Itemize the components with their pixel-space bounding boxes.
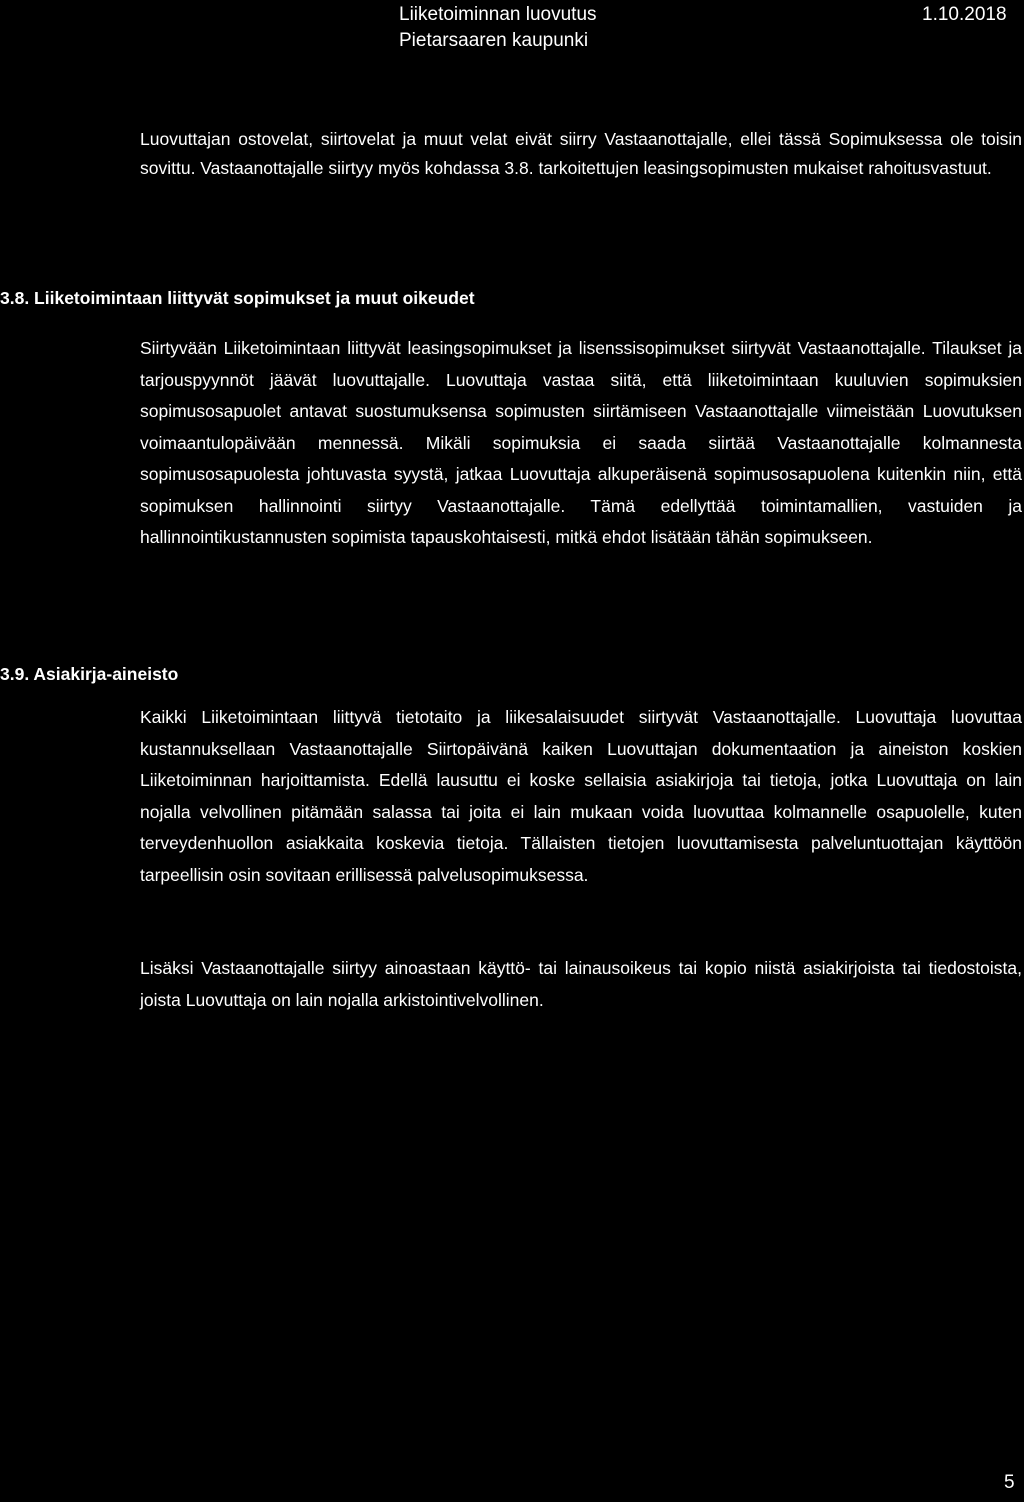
section-3-9-paragraph-1: Kaikki Liiketoimintaan liittyvä tietotaito ja liikesalaisuudet siirtyvät Vastaanottajalle. Luovuttaja luovuttaa kustannuksellaan Vastaanottajalle Siirtopäivänä kaiken Luovuttajan dokumentaation ja aineiston koskien Liiketoiminnan harjoittamista. Edellä lausuttu ei koske sellaisia asiakirjoja tai tietoja, jotka Luovuttaja on lain nojalla velvollinen pitämään salassa tai joita ei lain mukaan voida luovuttaa kolmannelle osapuolelle, kuten terveydenhuollon asiakkaita koskevia tietoja. Tällaisten tietojen luovuttamisesta palveluntuottajan käyttöön tarpeellisin osin sovitaan erillisessä palvelusopimuksessa. <box>140 707 1022 885</box>
section-3-8-heading: 3.8. Liiketoimintaan liittyvät sopimukset ja muut oikeudet <box>0 288 475 308</box>
document-subtitle-city: Pietarsaaren kaupunki <box>399 30 589 51</box>
section-3-8-paragraph: Siirtyvään Liiketoimintaan liittyvät leasingsopimukset ja lisenssisopimukset siirtyvät Vastaanottajalle. Tilaukset ja tarjouspyynnöt jäävät luovuttajalle. Luovuttaja vastaa siitä, että liiketoimintaan kuuluvien sopimuksien sopimusosapuolet antavat suostumuksensa sopimusten siirtämiseen Vastaanottajalle viimeistään Luovutuksen voimaantulopäivään mennessä. Mikäli sopimuksia ei saada siirtää Vastaanottajalle kolmannesta sopimusosapuolesta johtuvasta syystä, jatkaa Luovuttaja alkuperäisenä sopimusosapuolena kuitenkin niin, että sopimuksen hallinnointi siirtyy Vastaanottajalle. Tämä edellyttää toimintamallien, vastuiden ja hallinnointikustannusten sopimista tapauskohtaisesti, mitkä ehdot lisätään tähän sopimukseen. <box>140 338 1022 547</box>
document-title: Liiketoiminnan luovutus <box>399 4 597 25</box>
section-3-9-paragraph-2: Lisäksi Vastaanottajalle siirtyy ainoastaan käyttö- tai lainausoikeus tai kopio niistä asiakirjoista tai tiedostoista, joista Luovuttaja on lain nojalla arkistointivelvollinen. <box>140 958 1022 1010</box>
document-date: 1.10.2018 <box>922 4 1007 25</box>
page-number: 5 <box>1004 1472 1015 1493</box>
section-3-9-heading: 3.9. Asiakirja-aineisto <box>0 664 179 684</box>
intro-paragraph: Luovuttajan ostovelat, siirtovelat ja muut velat eivät siirry Vastaanottajalle, ellei tässä Sopimuksessa ole toisin sovittu. Vastaanottajalle siirtyy myös kohdassa 3.8. tarkoitettujen leasingsopimusten mukaiset rahoitusvastuut. <box>140 129 1022 178</box>
